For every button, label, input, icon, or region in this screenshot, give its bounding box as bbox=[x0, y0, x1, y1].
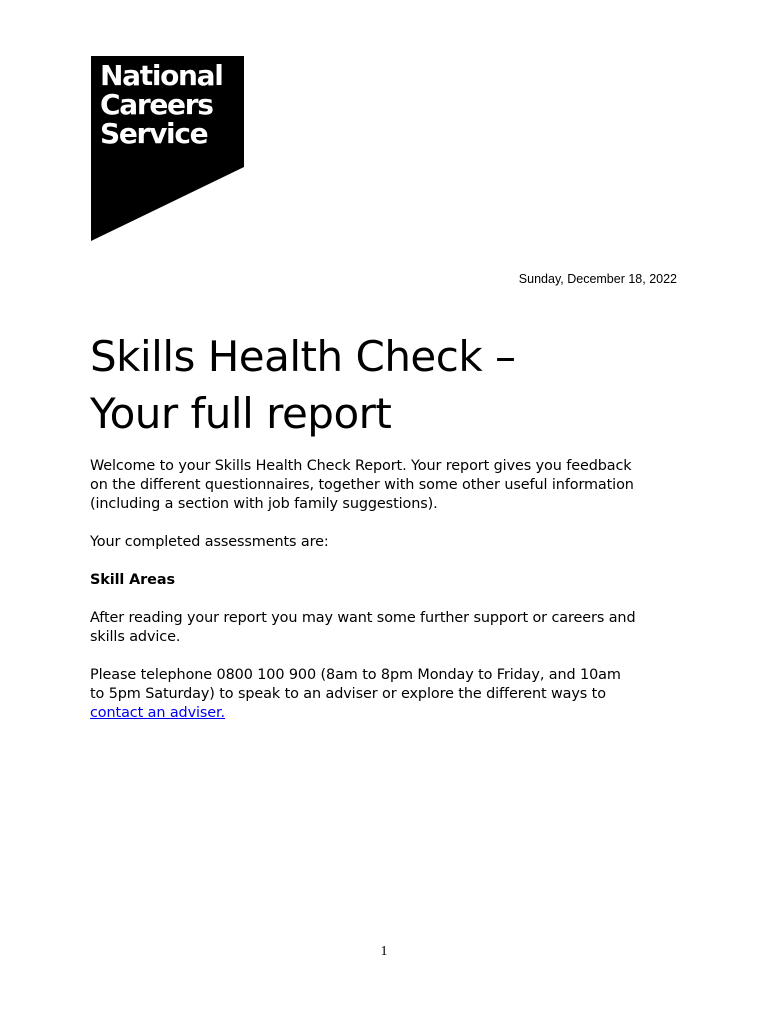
intro-line-3: (including a section with job family suggestions). bbox=[90, 496, 438, 512]
assessments-label-text: Your completed assessments are: bbox=[90, 534, 329, 550]
contact-adviser-link[interactable]: contact an adviser. bbox=[90, 705, 226, 721]
intro-line-1: Welcome to your Skills Health Check Report. Your report gives you feedback bbox=[90, 458, 632, 474]
intro-line-2: on the different questionnaires, together with some other useful information bbox=[90, 477, 634, 493]
skill-areas-text: Skill Areas bbox=[90, 572, 175, 588]
title-line-1: Skills Health Check – bbox=[90, 332, 516, 381]
report-date: Sunday, December 18, 2022 bbox=[518, 272, 677, 286]
support-line-2: skills advice. bbox=[90, 629, 181, 645]
report-body bbox=[90, 457, 690, 742]
skill-areas-heading bbox=[90, 571, 690, 590]
national-careers-service-logo bbox=[91, 56, 244, 241]
logo-line-3: Service bbox=[100, 117, 208, 150]
support-paragraph bbox=[90, 609, 690, 647]
page-title bbox=[90, 328, 516, 442]
support-line-1: After reading your report you may want some further support or careers and bbox=[90, 610, 636, 626]
title-line-2: Your full report bbox=[90, 389, 392, 438]
intro-paragraph bbox=[90, 457, 690, 514]
telephone-paragraph bbox=[90, 666, 690, 723]
page-number: 1 bbox=[380, 944, 388, 959]
logo-line-2: Careers bbox=[100, 88, 213, 121]
logo-line-1: National bbox=[100, 59, 223, 92]
telephone-line-1: Please telephone 0800 100 900 (8am to 8pm Monday to Friday, and 10am bbox=[90, 667, 621, 683]
telephone-line-2: to 5pm Saturday) to speak to an adviser or explore the different ways to bbox=[90, 686, 606, 702]
assessments-label bbox=[90, 533, 690, 552]
logo-wordmark bbox=[100, 61, 223, 148]
